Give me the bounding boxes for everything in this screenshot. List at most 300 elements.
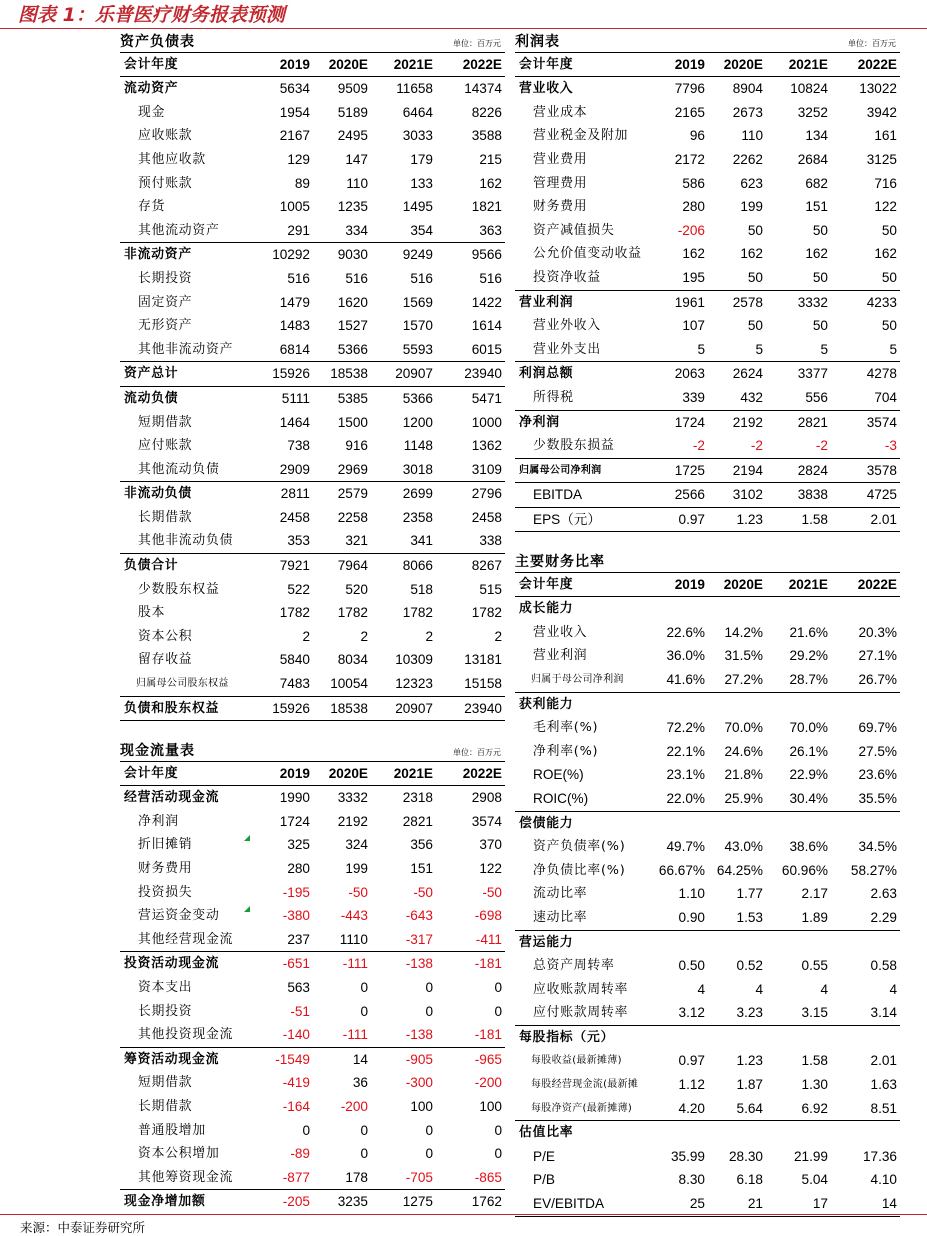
value-cell: 2.63 <box>870 886 897 902</box>
value-cell: 5 <box>889 341 897 357</box>
value-cell: 107 <box>682 318 705 334</box>
value-cell: 7921 <box>279 558 310 574</box>
table-row <box>515 1168 900 1192</box>
value-cell: 3102 <box>732 487 763 503</box>
row-label: 每股净资产(最新摊薄) <box>531 1102 633 1114</box>
value-cell: 556 <box>805 389 828 405</box>
table-row <box>120 219 505 243</box>
value-cell: 321 <box>345 533 368 549</box>
row-label: 速动比率 <box>533 909 588 925</box>
value-cell: 66.67% <box>658 862 705 878</box>
table-row <box>515 859 900 883</box>
section-row <box>515 1025 900 1050</box>
value-cell: 2 <box>302 628 310 644</box>
value-cell: 50 <box>881 222 897 238</box>
cash-flow-panel <box>120 737 505 1215</box>
value-cell: 12323 <box>395 676 433 692</box>
row-label: 投资净收益 <box>533 269 601 285</box>
table-row <box>515 763 900 787</box>
table-row <box>120 1166 505 1190</box>
row-label: 无形资产 <box>138 318 193 334</box>
value-cell: 0.50 <box>678 958 705 974</box>
table-row <box>120 291 505 315</box>
row-label: 资本公积 <box>138 628 193 644</box>
table-row <box>515 219 900 243</box>
value-cell: 2811 <box>280 486 310 502</box>
table-row <box>515 621 900 645</box>
value-cell: 8267 <box>471 558 502 574</box>
table-row <box>120 553 505 578</box>
value-cell: 738 <box>287 438 310 454</box>
ratios-header-row <box>515 572 900 598</box>
row-label: 资产负债率(%) <box>533 839 626 855</box>
value-cell: 49.7% <box>666 839 705 855</box>
value-cell: 3574 <box>866 414 897 430</box>
value-cell: 60.96% <box>781 862 828 878</box>
row-label: 现金 <box>138 104 166 120</box>
cash_flow-header-year: 2019 <box>279 765 310 781</box>
row-label: 其他非流动负债 <box>138 533 234 549</box>
value-cell: 1479 <box>279 294 310 310</box>
value-cell: -651 <box>282 956 310 972</box>
table-row <box>515 835 900 859</box>
row-label: 应收账款 <box>138 128 193 144</box>
value-cell: 5471 <box>471 390 502 406</box>
value-cell: 0.97 <box>678 511 705 527</box>
value-cell: 4278 <box>866 366 897 382</box>
row-label: P/E <box>533 1148 555 1164</box>
row-label: 其他应收款 <box>138 151 206 167</box>
value-cell: -200 <box>474 1075 502 1091</box>
value-cell: 1782 <box>402 605 433 621</box>
value-cell: 1724 <box>674 414 705 430</box>
value-cell: 0.52 <box>736 958 763 974</box>
value-cell: 10292 <box>272 247 310 263</box>
value-cell: 3018 <box>402 461 433 477</box>
value-cell: 162 <box>479 175 502 191</box>
value-cell: 26.7% <box>858 671 897 687</box>
table-row <box>515 644 900 668</box>
value-cell: 682 <box>805 175 828 191</box>
value-cell: -698 <box>474 908 502 924</box>
value-cell: 5385 <box>337 390 368 406</box>
value-cell: 325 <box>287 837 310 853</box>
value-cell: 50 <box>747 222 763 238</box>
value-cell: 1782 <box>279 605 310 621</box>
value-cell: 27.2% <box>724 671 763 687</box>
value-cell: 1.23 <box>736 1053 763 1069</box>
value-cell: -705 <box>405 1169 433 1185</box>
row-label: 营业外支出 <box>533 341 601 357</box>
table-row <box>120 857 505 881</box>
balance-sheet-table <box>120 52 505 722</box>
row-label: ROIC(%) <box>533 790 589 806</box>
value-cell: 2358 <box>402 509 433 525</box>
value-cell: 2192 <box>337 813 368 829</box>
value-cell: 5 <box>820 341 828 357</box>
row-label: 营业利润 <box>533 648 588 664</box>
row-label: 营业外收入 <box>533 318 601 334</box>
section-row <box>515 930 900 955</box>
row-label: 营业税金及附加 <box>533 128 629 144</box>
row-label: 普通股增加 <box>138 1122 206 1138</box>
value-cell: 0 <box>302 1122 310 1138</box>
table-row <box>120 506 505 530</box>
income_statement-header-year: 2020E <box>723 56 763 72</box>
table-row <box>515 290 900 315</box>
row-label: 负债和股东权益 <box>124 700 220 716</box>
table-row <box>120 434 505 458</box>
value-cell: 0 <box>360 979 368 995</box>
value-cell: -643 <box>405 908 433 924</box>
value-cell: 17 <box>812 1196 828 1212</box>
value-cell: 110 <box>346 175 368 191</box>
value-cell: 2165 <box>674 104 705 120</box>
value-cell: -50 <box>413 884 433 900</box>
row-label: 其他经营现金流 <box>138 931 234 947</box>
value-cell: 2.01 <box>870 511 897 527</box>
table-row <box>515 242 900 266</box>
value-cell: 1275 <box>402 1194 433 1210</box>
value-cell: 1483 <box>279 318 310 334</box>
value-cell: 195 <box>682 269 705 285</box>
value-cell: 1570 <box>402 318 433 334</box>
table-row <box>515 338 900 362</box>
value-cell: -380 <box>282 908 310 924</box>
section-row <box>515 1120 900 1145</box>
value-cell: 2458 <box>279 509 310 525</box>
value-cell: 3252 <box>797 104 828 120</box>
section-label: 偿债能力 <box>519 815 574 831</box>
table-row <box>120 928 505 952</box>
table-row <box>515 101 900 125</box>
cash_flow-header-year: 2022E <box>462 765 502 781</box>
value-cell: 35.99 <box>670 1148 705 1164</box>
value-cell: -205 <box>282 1194 310 1210</box>
value-cell: 518 <box>410 581 433 597</box>
value-cell: 1762 <box>471 1194 502 1210</box>
row-label: 长期借款 <box>138 1098 193 1114</box>
value-cell: -443 <box>340 908 368 924</box>
value-cell: 23.6% <box>858 767 897 783</box>
balance-sheet-panel <box>120 28 505 721</box>
value-cell: 17.36 <box>862 1148 897 1164</box>
table-row <box>120 601 505 625</box>
row-label: 资本公积增加 <box>138 1146 220 1162</box>
row-label: 财务费用 <box>533 199 588 215</box>
value-cell: 14 <box>352 1051 368 1067</box>
table-row <box>120 696 505 722</box>
value-cell: 3942 <box>866 104 897 120</box>
value-cell: 291 <box>287 222 310 238</box>
table-row <box>120 951 505 976</box>
value-cell: 716 <box>874 175 897 191</box>
value-cell: 14 <box>881 1196 897 1212</box>
value-cell: 356 <box>410 837 433 853</box>
income_statement-header-row <box>515 52 900 78</box>
value-cell: 3.14 <box>870 1005 897 1021</box>
value-cell: 2 <box>425 628 433 644</box>
value-cell: 72.2% <box>666 720 705 736</box>
row-label: 现金净增加额 <box>124 1194 206 1210</box>
ratios-table <box>515 572 900 1217</box>
value-cell: 2566 <box>674 487 705 503</box>
value-cell: 1821 <box>471 199 502 215</box>
value-cell: -50 <box>348 884 368 900</box>
value-cell: 1464 <box>279 414 310 430</box>
value-cell: 432 <box>740 389 763 405</box>
value-cell: 1362 <box>471 438 502 454</box>
value-cell: 2.01 <box>870 1053 897 1069</box>
value-cell: 27.1% <box>858 648 897 664</box>
value-cell: 69.7% <box>858 720 897 736</box>
table-row <box>120 625 505 649</box>
value-cell: -51 <box>290 1003 310 1019</box>
value-cell: 2821 <box>402 813 433 829</box>
row-label: 资产总计 <box>124 366 179 382</box>
value-cell: 5366 <box>337 341 368 357</box>
row-label: 每股收益(最新摊薄) <box>531 1055 622 1067</box>
value-cell: 704 <box>874 389 897 405</box>
table-row <box>515 716 900 740</box>
value-cell: -965 <box>474 1051 502 1067</box>
table-row <box>120 810 505 834</box>
value-cell: 20.3% <box>858 624 897 640</box>
table-row <box>515 410 900 435</box>
value-cell: 516 <box>287 270 310 286</box>
value-cell: 2673 <box>732 104 763 120</box>
row-label: 长期借款 <box>138 509 193 525</box>
value-cell: 516 <box>479 270 502 286</box>
ratios-head <box>515 548 900 572</box>
value-cell: 8034 <box>337 652 368 668</box>
value-cell: 100 <box>479 1098 502 1114</box>
value-cell: 35.5% <box>858 790 897 806</box>
value-cell: 2.29 <box>870 909 897 925</box>
row-label: 少数股东损益 <box>533 438 615 454</box>
balance_sheet-header-row <box>120 52 505 78</box>
balance_sheet-header-year: 2019 <box>279 56 310 72</box>
value-cell: 3109 <box>471 461 502 477</box>
row-label: 应收账款周转率 <box>533 981 629 997</box>
value-cell: 3332 <box>337 790 368 806</box>
value-cell: 0 <box>360 1122 368 1138</box>
row-label: P/B <box>533 1172 555 1188</box>
value-cell: 29.2% <box>789 648 828 664</box>
table-row <box>120 148 505 172</box>
value-cell: 14374 <box>464 81 502 97</box>
value-cell: 5189 <box>337 104 368 120</box>
value-cell: 586 <box>682 175 705 191</box>
table-row <box>120 1119 505 1143</box>
value-cell: 280 <box>287 860 310 876</box>
value-cell: 122 <box>874 199 897 215</box>
section-label: 营运能力 <box>519 934 574 950</box>
table-row <box>120 77 505 101</box>
value-cell: 1148 <box>403 438 433 454</box>
table-row <box>120 1095 505 1119</box>
row-label: 非流动资产 <box>124 247 192 263</box>
value-cell: 1422 <box>471 294 502 310</box>
value-cell: 1235 <box>337 199 368 215</box>
value-cell: 353 <box>287 533 310 549</box>
cash-flow-head <box>120 737 505 761</box>
value-cell: 28.30 <box>728 1148 763 1164</box>
row-label: 资产减值损失 <box>533 222 615 238</box>
row-label: EBITDA <box>533 487 583 503</box>
cash-flow-table <box>120 761 505 1215</box>
row-label: 存货 <box>138 199 166 215</box>
value-cell: 516 <box>345 270 368 286</box>
value-cell: 0 <box>425 979 433 995</box>
value-cell: 324 <box>345 837 368 853</box>
row-label: 投资损失 <box>138 884 193 900</box>
row-label: 其他非流动资产 <box>138 341 234 357</box>
value-cell: 1005 <box>279 199 310 215</box>
table-row <box>515 434 900 458</box>
row-label: 应付账款周转率 <box>533 1005 629 1021</box>
value-cell: 1620 <box>337 294 368 310</box>
row-label: 营业收入 <box>533 624 588 640</box>
table-row <box>120 578 505 602</box>
table-row <box>515 882 900 906</box>
value-cell: 22.9% <box>789 767 828 783</box>
table-row <box>120 1047 505 1072</box>
table-row <box>515 954 900 978</box>
value-cell: -2 <box>750 438 763 454</box>
value-cell: 41.6% <box>666 671 705 687</box>
value-cell: 2194 <box>732 462 763 478</box>
value-cell: 2 <box>494 628 502 644</box>
value-cell: 338 <box>479 533 502 549</box>
value-cell: 21.6% <box>789 624 828 640</box>
value-cell: 370 <box>479 837 502 853</box>
table-row <box>515 124 900 148</box>
value-cell: 23.1% <box>666 767 705 783</box>
value-cell: 1.58 <box>801 1053 828 1069</box>
value-cell: 26.1% <box>789 743 828 759</box>
value-cell: -2 <box>815 438 828 454</box>
income_statement-header-year: 2019 <box>674 56 705 72</box>
value-cell: 1.58 <box>801 511 828 527</box>
value-cell: 5 <box>755 341 763 357</box>
ratios-header-label: 会计年度 <box>519 576 574 592</box>
value-cell: -50 <box>482 884 502 900</box>
value-cell: 21 <box>747 1196 763 1212</box>
table-row <box>120 1023 505 1047</box>
row-label: 固定资产 <box>138 294 193 310</box>
value-cell: -300 <box>405 1075 433 1091</box>
table-row <box>515 1145 900 1169</box>
table-row <box>120 458 505 482</box>
value-cell: 20907 <box>395 700 433 716</box>
value-cell: 3838 <box>797 487 828 503</box>
value-cell: 162 <box>874 246 897 262</box>
table-row <box>515 195 900 219</box>
value-cell: 23940 <box>464 366 502 382</box>
report-title: 图表 1：乐普医疗财务报表预测 <box>18 4 285 26</box>
table-row <box>515 1001 900 1025</box>
value-cell: 13022 <box>859 81 897 97</box>
value-cell: 1.10 <box>678 886 705 902</box>
row-label: 流动比率 <box>533 886 588 902</box>
source-note: 来源：中泰证券研究所 <box>20 1220 146 1235</box>
value-cell: 24.6% <box>724 743 763 759</box>
value-cell: 1.89 <box>801 909 828 925</box>
row-label: 股本 <box>138 605 166 621</box>
value-cell: -181 <box>474 956 502 972</box>
table-row <box>120 904 505 928</box>
value-cell: 151 <box>805 199 828 215</box>
value-cell: 1.12 <box>678 1077 705 1093</box>
value-cell: 516 <box>410 270 433 286</box>
value-cell: 4 <box>889 981 897 997</box>
table-row <box>515 978 900 1002</box>
value-cell: 22.6% <box>666 624 705 640</box>
value-cell: 1.53 <box>736 909 763 925</box>
row-label: 其他流动资产 <box>138 222 220 238</box>
value-cell: 10054 <box>330 676 368 692</box>
value-cell: 3578 <box>866 462 897 478</box>
value-cell: 363 <box>479 222 502 238</box>
value-cell: 2258 <box>337 509 368 525</box>
row-label: 长期投资 <box>138 270 193 286</box>
value-cell: 2063 <box>674 366 705 382</box>
table-row <box>515 906 900 930</box>
value-cell: 2796 <box>471 486 502 502</box>
table-row <box>120 881 505 905</box>
value-cell: 110 <box>741 128 763 144</box>
table-row <box>515 482 900 507</box>
value-cell: 8066 <box>402 558 433 574</box>
row-label: 管理费用 <box>533 175 588 191</box>
value-cell: 9509 <box>337 81 368 97</box>
table-row <box>515 668 900 692</box>
balance-sheet-unit: 单位：百万元 <box>453 38 501 48</box>
value-cell: 15926 <box>272 700 310 716</box>
value-cell: 6015 <box>471 341 502 357</box>
value-cell: 6.18 <box>736 1172 763 1188</box>
income-statement-panel <box>515 28 900 532</box>
value-cell: 147 <box>345 151 368 167</box>
value-cell: 50 <box>812 269 828 285</box>
value-cell: 4233 <box>866 294 897 310</box>
row-label: 所得税 <box>533 389 574 405</box>
value-cell: 13181 <box>464 652 502 668</box>
value-cell: 38.6% <box>789 839 828 855</box>
table-row <box>120 481 505 506</box>
table-row <box>515 787 900 811</box>
value-cell: 2172 <box>674 151 705 167</box>
value-cell: 9030 <box>337 247 368 263</box>
value-cell: 0.97 <box>678 1053 705 1069</box>
row-label: 投资活动现金流 <box>124 956 220 972</box>
value-cell: 134 <box>805 128 828 144</box>
ratios-header-year: 2022E <box>857 576 897 592</box>
cash_flow-header-year: 2021E <box>393 765 433 781</box>
value-cell: -3 <box>884 438 897 454</box>
value-cell: -111 <box>342 1027 368 1043</box>
value-cell: 5634 <box>279 81 310 97</box>
value-cell: 0.58 <box>870 958 897 974</box>
value-cell: 11658 <box>396 81 433 97</box>
value-cell: 1527 <box>337 318 368 334</box>
value-cell: 916 <box>345 438 368 454</box>
value-cell: 2824 <box>797 462 828 478</box>
row-label: 归属母公司股东权益 <box>136 678 229 690</box>
row-label: EPS（元） <box>533 511 601 527</box>
income_statement-header-label: 会计年度 <box>519 56 574 72</box>
